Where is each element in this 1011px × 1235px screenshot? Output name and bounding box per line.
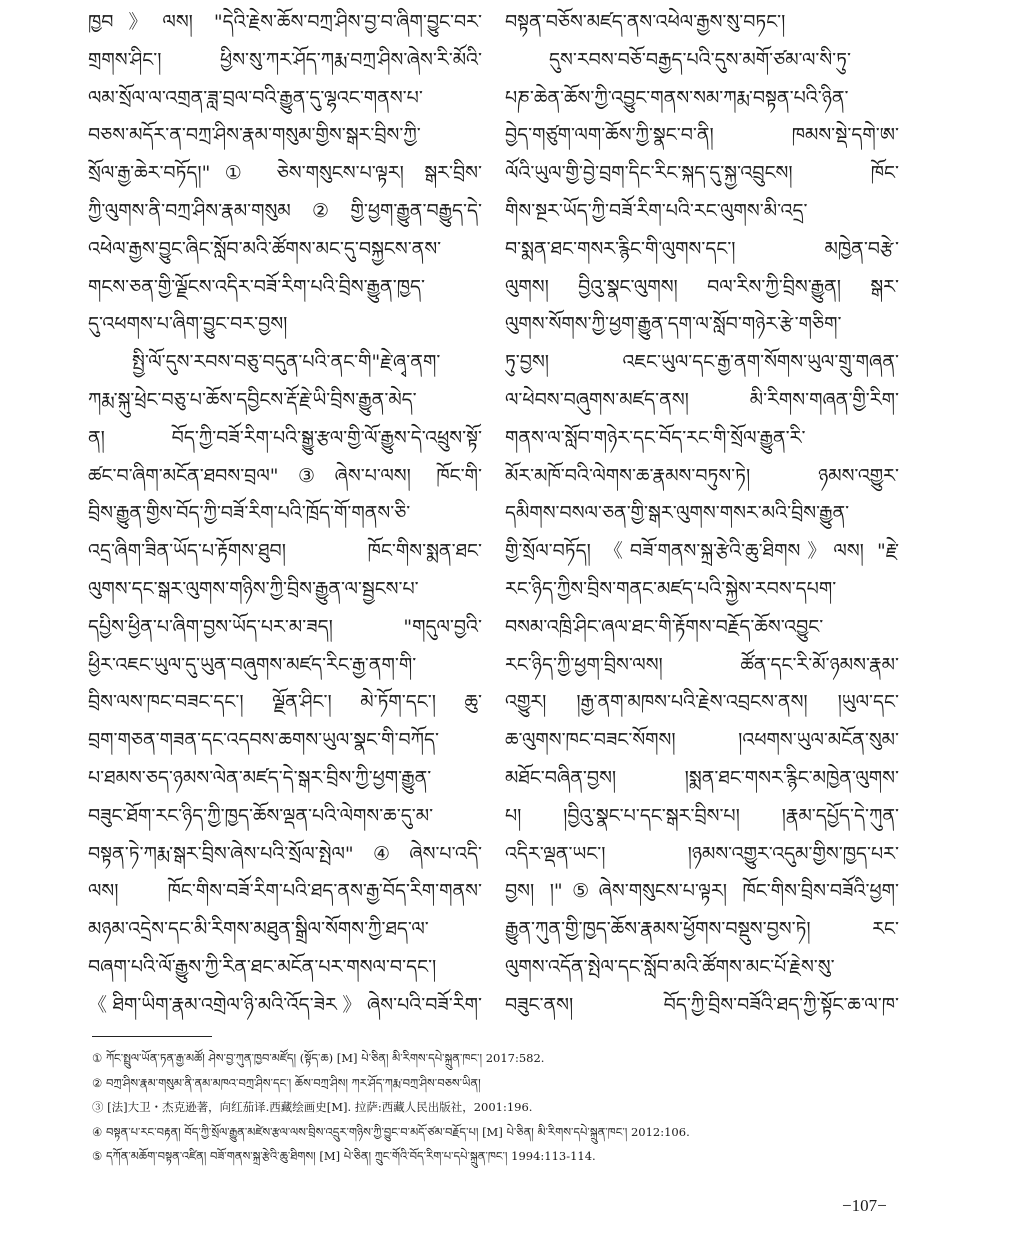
footnote: ④ བསྟན་པ་རང་བརྟན། བོད་ཀྱི་སྲོལ་རྒྱུན་མཛེས་རྩལ་ལས་བྲིས་འདྲུར་གཉིས་ཀྱི་བྱུང་བ་མདོ་ཙམ་བརྗོད་པ། [M] པེ་ཅིན། མི་རིགས་དཔེ་སྐྲུན་ཁང་། 2012:106. — [92, 1124, 690, 1139]
text-line: མཉམ་འདྲེས་དང་མི་རིགས་མཐུན་སྒྲིལ་སོགས་ཀྱི་ཐད་ལ་ — [88, 918, 429, 941]
text-line: པ་ཐམས་ཅད་ཉམས་ལེན་མཛད་དེ་སྒར་བྲིས་ཀྱི་ཕྱག་རྒྱུན་ — [88, 766, 432, 789]
text-line: འདྲ་ཞིག་ཟིན་ཡོད་པ་རྟོགས་ཐུབ། ཁོང་གིས་སྨན་ཐང་ — [88, 540, 482, 563]
text-line: བསམ་འཁྲི་ཤིང་ཞལ་ཐང་གི་རྟོགས་བརྗོད་ཆོས་འབྱུང་ — [505, 615, 824, 638]
text-line: རང་ཉིད་ཀྱིས་བྲིས་གནང་མཛད་པའི་སྐྱེས་རབས་དཔག་ — [505, 577, 837, 600]
text-line: གྱི་སྲོལ་བཏོད། 《བཟོ་གནས་སྐྲ་རྩེའི་ཆུ་ཐིགས》ལས། "རྗེ་ — [505, 540, 899, 563]
text-line: ལུགས་དང་སྒར་ལུགས་གཉིས་ཀྱི་བྲིས་རྒྱུན་ལ་སྦྱངས་པ་ — [88, 577, 419, 600]
text-line: ལུགས། བྱིའུ་སྣང་ལུགས། བལ་རིས་ཀྱི་བྲིས་རྒྱུན། སྒར་ — [505, 275, 899, 298]
text-line: འཕེལ་རྒྱས་བྱུང་ཞིང་སློབ་མའི་ཚོགས་མང་དུ་བསྐྱངས་ནས་ — [88, 237, 442, 260]
text-line: བྲིས་རྒྱུན་གྱིས་བོད་ཀྱི་བཟོ་རིག་པའི་ཁྲོད་གོ་གནས་ཅི་ — [88, 502, 411, 525]
footnote-divider — [92, 1036, 212, 1037]
text-line: 《ཐིག་ཡིག་རྣམ་འགྲེལ་ཉི་མའི་འོད་ཟེར》ཞེས་པའི་བཟོ་རིག་ — [88, 993, 482, 1016]
text-line: ལུགས་འདོན་སྤེལ་དང་སློབ་མའི་ཚོགས་མང་པོ་རྗེས་སུ་ — [505, 955, 835, 978]
text-line: སྲོལ་རྒྱ་ཆེར་བཏོད།"① ཅེས་གསུངས་པ་ལྟར། སྒར་བྲིས་ — [88, 162, 482, 185]
text-line: དུ་འཕགས་པ་ཞིག་བྱུང་བར་བྱས། — [88, 313, 288, 336]
text-line: རྒྱུན་ཀུན་གྱི་ཁྱད་ཆོས་རྣམས་ཕྱོགས་བསྡུས་བྱས་ཏེ། རང་ — [505, 918, 899, 941]
text-line: གྲགས་ཤིང་། ཕྱིས་སུ་ཀར་ཤོད་ཀརྨ་བཀྲ་ཤིས་ཞེས་རི་མོའི་ — [88, 48, 482, 71]
text-line: ལ་ཕེབས་བཞུགས་མཛད་ནས། མི་རིགས་གཞན་གྱི་རིག་ — [505, 388, 899, 411]
text-line: ཕྱིར་འཇང་ཡུལ་དུ་ཡུན་བཞུགས་མཛད་རིང་རྒྱ་ནག་གི་ — [88, 653, 417, 676]
text-line: སྤྱི་ལོ་དུས་རབས་བཅུ་བདུན་པའི་ནང་གི"རྗེ་ཞྭ་ནག་ — [132, 351, 441, 374]
text-line: བཅས་མདོར་ན་བཀྲ་ཤིས་རྣམ་གསུམ་གྱིས་སྒར་བྲིས་ཀྱི་ — [88, 124, 421, 147]
text-line: དཔྱིས་ཕྱིན་པ་ཞིག་བྱས་ཡོད་པར་མ་ཟད། "གདུལ་བྱའི་ — [88, 615, 482, 638]
text-line: ལུགས་སོགས་ཀྱི་ཕྱག་རྒྱུན་དག་ལ་སློབ་གཉེར་རྩེ་གཅིག་ — [505, 313, 842, 336]
text-line: ཏུ་བྱས། འཇང་ཡུལ་དང་རྒྱ་ནག་སོགས་ཡུལ་གྲུ་གཞན་ — [505, 351, 899, 374]
text-line: བྱས། །"⑤ཞེས་གསུངས་པ་ལྟར། ཁོང་གིས་བྲིས་བཟོའི་ཕྱག་ — [505, 880, 899, 903]
footnote: ① ཀོང་སྤྲུལ་ཡོན་ཏན་རྒྱ་མཚོ། ཤེས་བྱ་ཀུན་ཁྱབ་མཛོད། (སྟོད་ཆ) [M] པེ་ཅིན། མི་རིགས་དཔེ་སྐྲུན་ཁང་། 2017:582. — [92, 1051, 545, 1065]
text-line: བསྟན་བཅོས་མཛད་ནས་འཕེལ་རྒྱས་སུ་བཏང་། — [505, 11, 786, 33]
text-line: གནས་ལ་སློབ་གཉེར་དང་བོད་རང་གི་སྲོལ་རྒྱུན་རི་ — [505, 426, 806, 449]
text-line: ལོའི་ཡུལ་གྱི་བྱེ་བྲག་དིང་རིང་སྐད་དུ་སྐྱ་འབྲུངས། ཁོང་ — [505, 162, 899, 185]
text-line: ཚང་བ་ཞིག་མངོན་ཐབས་བྲལ"③ཞེས་པ་ལས། ཁོང་གི་ — [88, 464, 482, 487]
text-line: བྲག་གཅན་གཟན་དང་འདབས་ཆགས་ཡུལ་སྣང་གི་བཀོད་ — [88, 729, 440, 752]
text-line: འདིར་ལྡན་ཡང་། །ཉམས་འགྱུར་འདུམ་གྱིས་ཁྱད་པར་ — [505, 842, 899, 865]
text-line: པ། །བྱིའུ་སྣང་པ་དང་སྒར་བྲིས་པ། །རྣམ་དཔྱོད་དེ་ཀུན་ — [505, 804, 899, 827]
text-line: པཎ་ཆེན་ཆོས་ཀྱི་འབྱུང་གནས་སམ་ཀརྨ་བསྟན་པའི་ཉིན་ — [505, 86, 849, 109]
text-line: ཀྱི་ལུགས་ནི་བཀྲ་ཤིས་རྣམ་གསུམ②གྱི་ཕྱག་རྒྱུན་བརྒྱུད་དེ་ — [88, 199, 482, 222]
right-text-column — [505, 4, 899, 1025]
text-line: འགྱུར། །རྒྱ་ནག་མཁས་པའི་རྗེས་འབྲངས་ནས། །ཡུལ་དང་ — [505, 691, 899, 714]
text-line: ཀརྨ་སྐུ་ཕྲེང་བཅུ་པ་ཆོས་དབྱིངས་རྡོ་རྗེ་ཡི་བྲིས་རྒྱུན་མེད་ — [88, 388, 417, 411]
text-line: བསྟན་ཏེ་ཀརྨ་སྒར་བྲིས་ཞེས་པའི་སྲོལ་སྤེལ"④ཞེས་པ་འདི་ — [88, 842, 482, 865]
footnote: ② བཀྲ་ཤིས་རྣམ་གསུམ་ནི་ནམ་མཁའ་བཀྲ་ཤིས་དང་། ཆོས་བཀྲ་ཤིས། ཀར་ཤོད་ཀརྨ་བཀྲ་ཤིས་བཅས་ཡིན། — [92, 1075, 481, 1090]
text-line: ཆ་ལུགས་ཁང་བཟང་སོགས། །འཕགས་ཡུལ་མངོན་སུམ་ — [505, 729, 899, 752]
text-line: བྲིས་ལས་ཁང་བཟང་དང་། ལྗོན་ཤིང་། མེ་ཏོག་དང་། ཆུ་ — [88, 691, 482, 714]
left-text-column — [88, 4, 482, 1025]
footnote: ③ [法]大卫・杰克逊著，向红茄译.西藏绘画史[M]. 拉萨:西藏人民出版社，2001:196. — [92, 1100, 533, 1114]
text-line: གིས་སྔར་ཡོད་ཀྱི་བཟོ་རིག་པའི་རང་ལུགས་མི་འདྲ་ — [505, 199, 808, 222]
text-line: ལས། ཁོང་གིས་བཟོ་རིག་པའི་ཐད་ནས་རྒྱ་བོད་རིག་གནས་ — [88, 880, 482, 903]
text-line: བྱེད་གཙུག་ལག་ཆོས་ཀྱི་སྣང་བ་ནི། ཁམས་སྡེ་དགེ་ཨ་ — [505, 124, 899, 147]
text-line: བཞག་པའི་ལོ་རྒྱུས་ཀྱི་རིན་ཐང་མངོན་པར་གསལ་བ་དང་། — [88, 955, 437, 978]
text-line: མོར་མཁོ་བའི་ལེགས་ཆ་རྣམས་བཏུས་ཏེ། ཉམས་འགྱུར་ — [505, 464, 899, 487]
text-line: གངས་ཅན་གྱི་ལྗོངས་འདིར་བཟོ་རིག་པའི་བྲིས་རྒྱུན་ཁྱད་ — [88, 275, 426, 298]
footnote: ⑤ དཀོན་མཆོག་བསྟན་འཛིན། བཟོ་གནས་སྐྲ་རྩེའི་ཆུ་ཐིགས། [M] པེ་ཅིན། ཀྲུང་གོའི་བོད་རིག་པ་དཔེ་སྐྲུན་ཁང་། 1994:113-114. — [92, 1149, 596, 1163]
text-line: བཟུང་ནས། བོད་ཀྱི་བྲིས་བཟོའི་ཐད་ཀྱི་སྟོང་ཆ་ལ་ཁ་ — [505, 993, 899, 1016]
text-line: དམིགས་བསལ་ཅན་གྱི་སྒར་ལུགས་གསར་མའི་བྲིས་རྒྱུན་ — [505, 502, 850, 525]
text-line: མཐོང་བཞིན་བྱས། །སྨན་ཐང་གསར་རྙིང་མཁྱེན་ལུགས་ — [505, 766, 899, 789]
text-line: རང་ཉིད་ཀྱི་ཕྱག་བྲིས་ལས། ཚོན་དང་རི་མོ་ཉམས་རྣམ་ — [505, 653, 899, 676]
text-line: དུས་རབས་བཅོ་བརྒྱད་པའི་དུས་མགོ་ཙམ་ལ་སི་ཏུ་ — [549, 48, 851, 71]
text-line: བ་སྨན་ཐང་གསར་རྙིང་གི་ལུགས་དང་། མཁྱེན་བརྩེ་ — [505, 237, 899, 260]
footnotes — [92, 1046, 912, 1169]
page-number: −107− — [842, 1196, 887, 1215]
text-line: ཁྱབ》ལས། "དེའི་རྗེས་ཆོས་བཀྲ་ཤིས་བྱ་བ་ཞིག་བྱུང་བར་ — [88, 11, 482, 33]
text-line: ན། བོད་ཀྱི་བཟོ་རིག་པའི་སྒྱུ་རྩལ་གྱི་ལོ་རྒྱུས་དེ་འཕྲུས་སྟོ་ — [88, 426, 482, 449]
text-line: ལམ་སྲོལ་ལ་འགྲན་ཟླ་བྲལ་བའི་རྒྱུན་དུ་ལྷའང་གནས་པ་ — [88, 86, 423, 109]
text-line: བཟུང་ཐོག་རང་ཉིད་ཀྱི་ཁྱད་ཆོས་ལྡན་པའི་ལེགས་ཆ་དུ་མ་ — [88, 804, 434, 827]
